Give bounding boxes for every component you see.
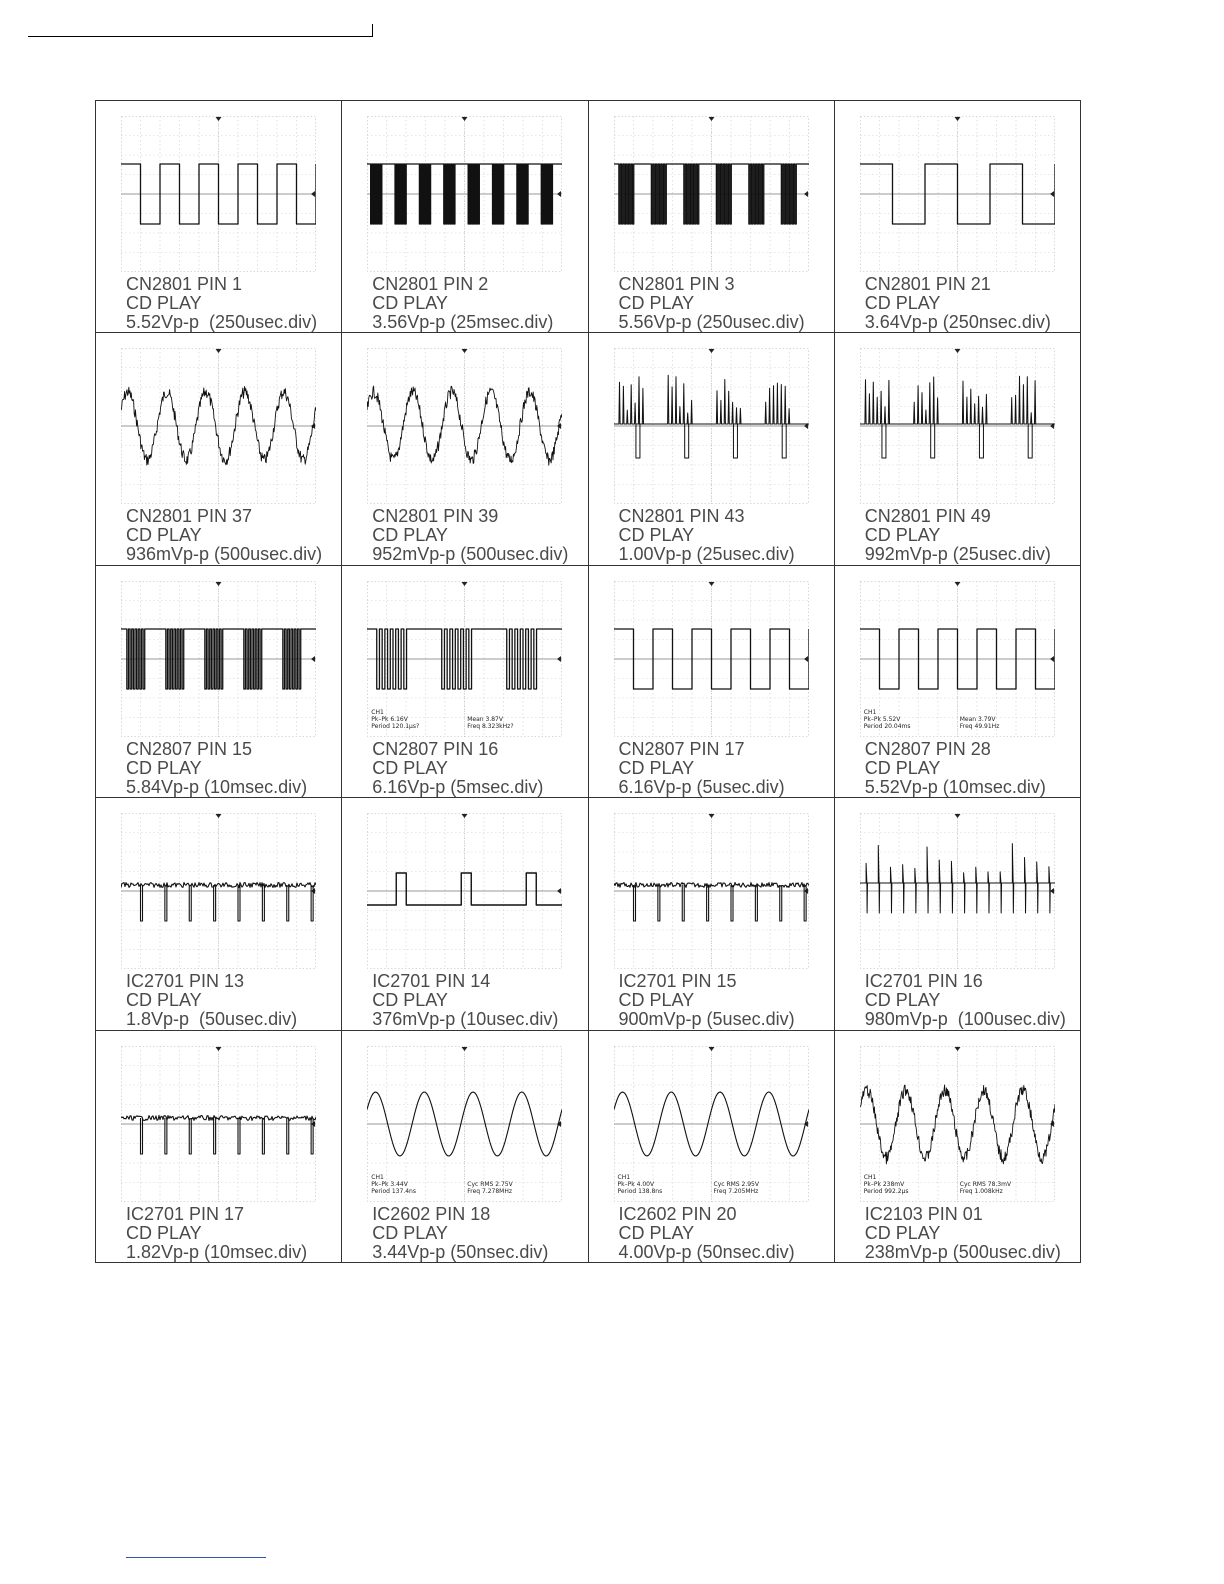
waveform-caption <box>372 1205 548 1262</box>
oscilloscope-trace <box>614 116 809 272</box>
scope-measurement-readout: CH1 <box>371 708 384 716</box>
test-point-label: IC2701 PIN 14 <box>372 971 491 992</box>
voltage-timebase-label: 5.56Vp-p (250usec.div) <box>618 312 805 332</box>
trigger-marker <box>708 117 714 121</box>
waveform-panel-20 <box>835 1031 1081 1263</box>
waveform-panel-5 <box>96 333 342 565</box>
trigger-marker <box>216 117 222 121</box>
operating-mode-label: CD PLAY <box>372 525 448 546</box>
waveform-caption <box>126 1205 307 1262</box>
operating-mode-label: CD PLAY <box>864 990 941 1011</box>
voltage-timebase-label: 238mVp-p (500usec.div) <box>864 1241 1061 1262</box>
scope-measurement-readout: Mean 3.87V <box>467 715 503 723</box>
signal-trace <box>755 885 757 921</box>
test-point-label: IC2701 PIN 15 <box>618 971 737 992</box>
test-point-label: IC2701 PIN 16 <box>864 971 983 992</box>
scope-measurement-readout: Freq 49.91Hz <box>959 722 1000 730</box>
waveform-caption <box>372 275 553 332</box>
voltage-timebase-label: 936mVp-p (500usec.div) <box>126 544 323 565</box>
waveform-caption <box>126 275 317 332</box>
trigger-marker <box>462 349 468 353</box>
scope-measurement-readout: Period 137.4ns <box>371 1187 416 1195</box>
waveform-caption <box>126 972 297 1029</box>
scope-measurement-readout: Cyc RMS 2.75V <box>467 1180 513 1188</box>
waveform-caption <box>865 507 1051 564</box>
trigger-marker <box>216 1047 222 1051</box>
oscilloscope-screen <box>860 1046 1055 1202</box>
oscilloscope-screen <box>860 116 1055 272</box>
test-point-label: CN2801 PIN 2 <box>372 274 489 294</box>
scope-measurement-readout: Pk–Pk 3.44V <box>371 1180 408 1188</box>
operating-mode-label: CD PLAY <box>618 757 695 778</box>
scope-measurement-readout: Cyc RMS 2.95V <box>713 1180 759 1188</box>
scope-measurement-readout: Cyc RMS 78.3mV <box>959 1180 1012 1188</box>
signal-trace <box>238 1118 240 1154</box>
oscilloscope-trace <box>367 348 562 504</box>
oscilloscope-screen <box>614 1046 809 1202</box>
signal-trace <box>657 885 659 921</box>
trigger-marker <box>462 117 468 121</box>
signal-trace <box>238 885 240 921</box>
scope-measurement-readout: CH1 <box>863 708 877 716</box>
level-marker <box>557 656 561 662</box>
test-point-label: CN2807 PIN 17 <box>618 738 745 759</box>
test-point-label: CN2801 PIN 49 <box>864 506 991 527</box>
operating-mode-label: CD PLAY <box>126 990 202 1011</box>
oscilloscope-screen <box>121 348 316 504</box>
waveform-caption <box>865 275 1051 332</box>
trigger-marker <box>708 814 714 818</box>
scope-measurement-readout: Freq 7.205MHz <box>713 1187 759 1195</box>
test-point-label: IC2103 PIN 01 <box>864 1203 983 1224</box>
waveform-caption <box>372 507 568 564</box>
waveform-caption <box>619 1205 795 1262</box>
waveform-panel-1 <box>96 101 342 333</box>
waveform-panel-19 <box>589 1031 835 1263</box>
oscilloscope-screen <box>367 116 562 272</box>
signal-trace <box>731 885 733 921</box>
oscilloscope-trace <box>367 116 562 272</box>
level-marker <box>557 888 561 894</box>
oscilloscope-screen <box>860 581 1055 737</box>
voltage-timebase-label: 5.52Vp-p (250usec.div) <box>126 312 318 332</box>
waveform-caption <box>865 972 1066 1029</box>
waveform-panel-3 <box>589 101 835 333</box>
voltage-timebase-label: 992mVp-p (25usec.div) <box>864 544 1051 565</box>
operating-mode-label: CD PLAY <box>372 1222 448 1243</box>
trigger-marker <box>462 582 468 586</box>
oscilloscope-trace <box>367 581 562 737</box>
waveform-panel-18 <box>342 1031 588 1263</box>
header-rule <box>28 36 373 37</box>
operating-mode-label: CD PLAY <box>864 1222 941 1243</box>
waveform-caption <box>126 740 307 797</box>
waveform-panel-4 <box>835 101 1081 333</box>
waveform-caption <box>126 507 322 564</box>
oscilloscope-trace <box>614 348 809 504</box>
signal-trace <box>262 1118 264 1154</box>
oscilloscope-trace <box>121 581 316 737</box>
trigger-marker <box>216 349 222 353</box>
waveform-panel-17 <box>96 1031 342 1263</box>
waveform-grid <box>95 100 1081 1263</box>
oscilloscope-trace <box>614 1046 809 1202</box>
signal-trace <box>214 885 216 921</box>
test-point-label: IC2602 PIN 18 <box>372 1203 491 1224</box>
voltage-timebase-label: 900mVp-p (5usec.div) <box>618 1009 795 1030</box>
oscilloscope-screen <box>121 581 316 737</box>
operating-mode-label: CD PLAY <box>372 293 448 313</box>
voltage-timebase-label: 1.82Vp-p (10msec.div) <box>126 1241 308 1262</box>
trigger-marker <box>954 814 960 818</box>
operating-mode-label: CD PLAY <box>126 525 202 546</box>
signal-trace <box>214 1118 216 1154</box>
oscilloscope-screen <box>367 348 562 504</box>
voltage-timebase-label: 1.8Vp-p (50usec.div) <box>126 1009 298 1030</box>
scope-measurement-readout: Period 138.8ns <box>617 1187 663 1195</box>
signal-trace <box>141 885 143 921</box>
signal-trace <box>682 885 684 921</box>
operating-mode-label: CD PLAY <box>864 757 941 778</box>
waveform-panel-10 <box>342 566 588 798</box>
voltage-timebase-label: 1.00Vp-p (25usec.div) <box>618 544 795 565</box>
level-marker <box>557 191 561 197</box>
oscilloscope-trace <box>121 1046 316 1202</box>
waveform-caption <box>865 1205 1061 1262</box>
scope-measurement-readout: Period 992.2µs <box>863 1187 909 1195</box>
operating-mode-label: CD PLAY <box>864 293 941 313</box>
waveform-panel-14 <box>342 798 588 1030</box>
trigger-marker <box>462 814 468 818</box>
waveform-caption <box>865 740 1046 797</box>
level-marker <box>1050 191 1054 197</box>
level-marker <box>804 656 808 662</box>
trigger-marker <box>954 582 960 586</box>
signal-trace <box>262 885 264 921</box>
oscilloscope-trace <box>860 116 1055 272</box>
oscilloscope-trace <box>121 348 316 504</box>
trigger-marker <box>708 582 714 586</box>
oscilloscope-screen <box>121 813 316 969</box>
oscilloscope-trace <box>860 348 1055 504</box>
oscilloscope-screen <box>367 813 562 969</box>
voltage-timebase-label: 3.56Vp-p (25msec.div) <box>372 312 554 332</box>
footer-rule <box>126 1557 266 1558</box>
voltage-timebase-label: 5.84Vp-p (10msec.div) <box>126 776 308 797</box>
test-point-label: CN2801 PIN 1 <box>126 274 243 294</box>
signal-trace <box>189 1118 191 1154</box>
operating-mode-label: CD PLAY <box>126 757 202 778</box>
level-marker <box>311 656 315 662</box>
oscilloscope-trace <box>614 581 809 737</box>
scope-measurement-readout: Period 20.04ms <box>863 722 911 730</box>
trigger-marker <box>216 814 222 818</box>
test-point-label: CN2801 PIN 43 <box>618 506 745 527</box>
voltage-timebase-label: 3.64Vp-p (250nsec.div) <box>864 312 1051 332</box>
oscilloscope-screen <box>860 348 1055 504</box>
level-marker <box>311 191 315 197</box>
waveform-caption <box>619 507 795 564</box>
oscilloscope-trace <box>860 1046 1055 1202</box>
trigger-marker <box>708 349 714 353</box>
oscilloscope-screen <box>614 348 809 504</box>
level-marker <box>1050 656 1054 662</box>
test-point-label: CN2801 PIN 39 <box>372 506 499 527</box>
voltage-timebase-label: 3.44Vp-p (50nsec.div) <box>372 1241 549 1262</box>
oscilloscope-trace <box>367 813 562 969</box>
trigger-marker <box>708 1047 714 1051</box>
scope-measurement-readout: Freq 8.323kHz? <box>467 722 514 730</box>
waveform-panel-15 <box>589 798 835 1030</box>
operating-mode-label: CD PLAY <box>618 990 695 1011</box>
voltage-timebase-label: 6.16Vp-p (5usec.div) <box>618 776 785 797</box>
test-point-label: IC2701 PIN 17 <box>126 1203 245 1224</box>
signal-trace <box>706 885 708 921</box>
waveform-panel-6 <box>342 333 588 565</box>
waveform-panel-12 <box>835 566 1081 798</box>
oscilloscope-trace <box>121 813 316 969</box>
trigger-marker <box>462 1047 468 1051</box>
waveform-panel-11 <box>589 566 835 798</box>
operating-mode-label: CD PLAY <box>864 525 941 546</box>
waveform-panel-7 <box>589 333 835 565</box>
operating-mode-label: CD PLAY <box>618 293 695 313</box>
voltage-timebase-label: 5.52Vp-p (10msec.div) <box>864 776 1046 797</box>
waveform-caption <box>619 972 795 1029</box>
scope-measurement-readout: CH1 <box>863 1173 877 1181</box>
scope-measurement-readout: Period 120.1µs? <box>371 722 420 730</box>
signal-trace <box>189 885 191 921</box>
oscilloscope-screen <box>367 1046 562 1202</box>
level-marker <box>804 191 808 197</box>
scope-measurement-readout: CH1 <box>617 1173 631 1181</box>
waveform-panel-13 <box>96 798 342 1030</box>
waveform-caption <box>372 740 543 797</box>
oscilloscope-trace <box>367 1046 562 1202</box>
scope-measurement-readout: Freq 1.008kHz <box>959 1187 1003 1195</box>
oscilloscope-screen <box>614 116 809 272</box>
voltage-timebase-label: 6.16Vp-p (5msec.div) <box>372 776 544 797</box>
header-rule-tick <box>372 24 373 37</box>
voltage-timebase-label: 376mVp-p (10usec.div) <box>372 1009 559 1030</box>
test-point-label: IC2602 PIN 20 <box>618 1203 737 1224</box>
waveform-panel-16 <box>835 798 1081 1030</box>
voltage-timebase-label: 980mVp-p (100usec.div) <box>864 1009 1066 1030</box>
test-point-label: CN2807 PIN 15 <box>126 738 253 759</box>
signal-trace <box>633 885 635 921</box>
operating-mode-label: CD PLAY <box>126 293 202 313</box>
test-point-label: CN2801 PIN 37 <box>126 506 253 527</box>
signal-trace <box>779 885 781 921</box>
operating-mode-label: CD PLAY <box>126 1222 202 1243</box>
operating-mode-label: CD PLAY <box>372 990 448 1011</box>
waveform-panel-8 <box>835 333 1081 565</box>
voltage-timebase-label: 952mVp-p (500usec.div) <box>372 544 569 565</box>
test-point-label: CN2801 PIN 3 <box>618 274 735 294</box>
waveform-panel-2 <box>342 101 588 333</box>
oscilloscope-screen <box>121 1046 316 1202</box>
waveform-caption <box>619 740 785 797</box>
test-point-label: CN2807 PIN 28 <box>864 738 991 759</box>
scope-measurement-readout: Mean 3.79V <box>959 715 996 723</box>
oscilloscope-screen <box>614 581 809 737</box>
signal-trace <box>287 885 289 921</box>
oscilloscope-screen <box>367 581 562 737</box>
test-point-label: IC2701 PIN 13 <box>126 971 245 992</box>
trigger-marker <box>954 1047 960 1051</box>
test-point-label: CN2801 PIN 21 <box>864 274 991 294</box>
waveform-caption <box>372 972 558 1029</box>
trigger-marker <box>216 582 222 586</box>
scope-measurement-readout: CH1 <box>371 1173 384 1181</box>
signal-trace <box>165 885 167 921</box>
oscilloscope-trace <box>121 116 316 272</box>
waveform-caption <box>619 275 805 332</box>
scope-measurement-readout: Freq 7.278MHz <box>467 1187 513 1195</box>
oscilloscope-trace <box>860 581 1055 737</box>
scope-measurement-readout: Pk–Pk 4.00V <box>617 1180 655 1188</box>
scope-measurement-readout: Pk–Pk 238mV <box>863 1180 905 1188</box>
oscilloscope-trace <box>860 813 1055 969</box>
signal-trace <box>287 1118 289 1154</box>
oscilloscope-screen <box>614 813 809 969</box>
signal-trace <box>141 1118 143 1154</box>
oscilloscope-screen <box>860 813 1055 969</box>
trigger-marker <box>954 117 960 121</box>
trigger-marker <box>954 349 960 353</box>
signal-trace <box>165 1118 167 1154</box>
operating-mode-label: CD PLAY <box>618 525 695 546</box>
operating-mode-label: CD PLAY <box>618 1222 695 1243</box>
oscilloscope-trace <box>614 813 809 969</box>
operating-mode-label: CD PLAY <box>372 757 448 778</box>
waveform-panel-9 <box>96 566 342 798</box>
test-point-label: CN2807 PIN 16 <box>372 738 499 759</box>
scope-measurement-readout: Pk–Pk 6.16V <box>371 715 408 723</box>
oscilloscope-screen <box>121 116 316 272</box>
voltage-timebase-label: 4.00Vp-p (50nsec.div) <box>618 1241 795 1262</box>
scope-measurement-readout: Pk–Pk 5.52V <box>863 715 901 723</box>
